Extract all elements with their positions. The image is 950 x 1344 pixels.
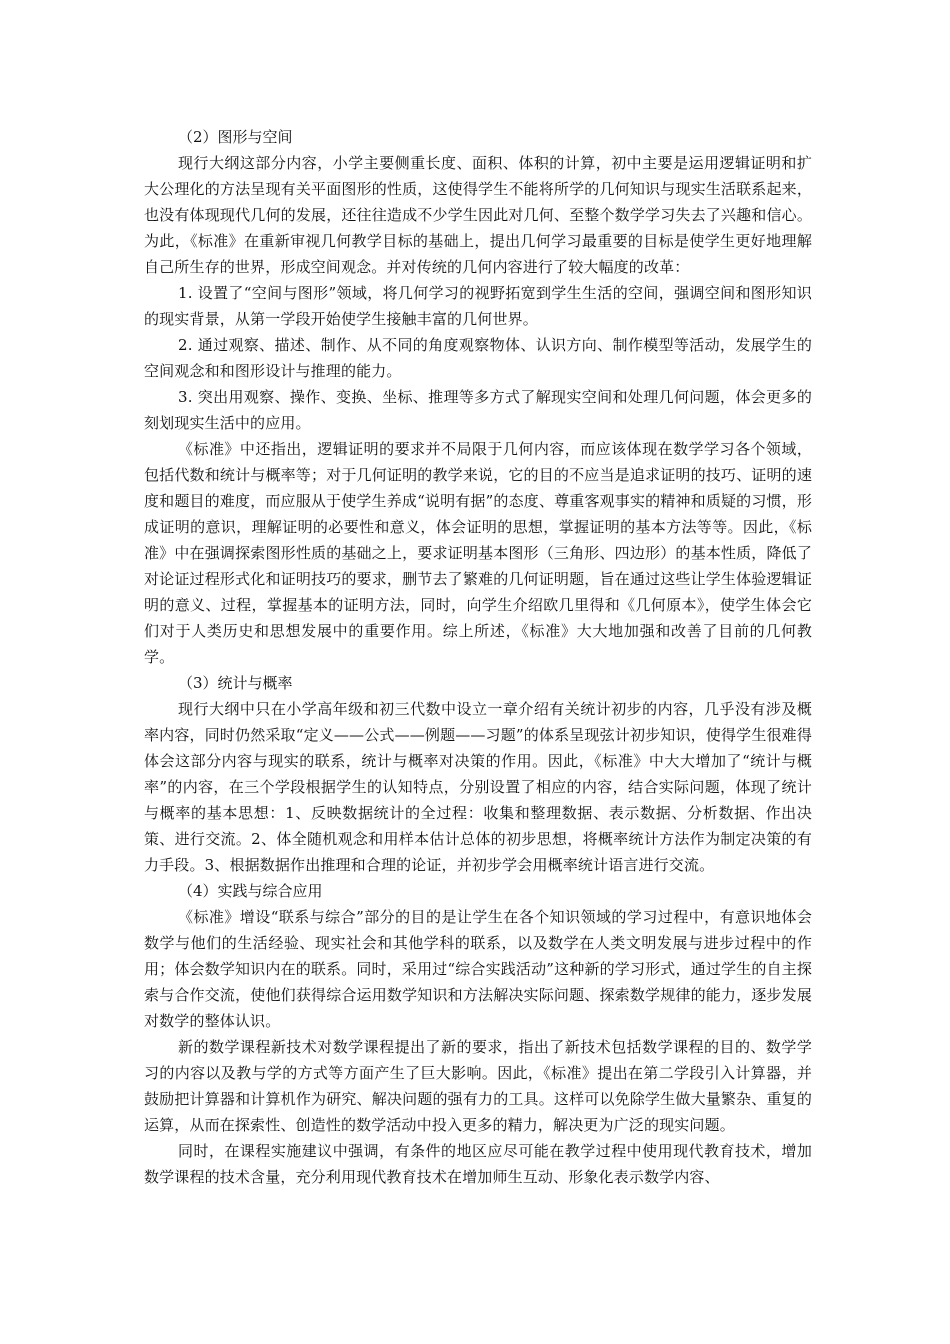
paragraph-current-syllabus-geometry: 现行大纲这部分内容，小学主要侧重长度、面积、体积的计算，初中主要是运用逻辑证明和扩大公理化的方法呈现有关平面图形的性质，这使得学生不能将所学的几何知识与现实生活联系起来，也没有体现现代几何的发展，还往往造成不少学生因此对几何、至整个数学学习失去了兴趣和信心。为此，《标准》在重新审视几何教学目标的基础上，提出几何学习最重要的目标是使学生更好地理解自己所生存的世界，形成空间观念。并对传统的几何内容进行了较大幅度的改革： xyxy=(144,154,812,276)
paragraph-statistics: 现行大纲中只在小学高年级和初三代数中设立一章介绍有关统计初步的内容，几乎没有涉及概率内容，同时仍然采取“定义——公式——例题——习题”的体系呈现弦计初步知识，使得学生很难得体会这部分内容与现实的联系，统计与概率对决策的作用。因此，《标准》中大大增加了“统计与概率”的内容，在三个学段根据学生的认知特点，分别设置了相应的内容，结合实际问题，体现了统计与概率的基本思想：1、反映数据统计的全过程：收集和整理数据、表示数据、分析数据、作出决策、进行交流。2、体全随机观念和用样本估计总体的初步思想，将概率统计方法作为制定决策的有力手段。3、根据数据作出推理和合理的论证，并初步学会用概率统计语言进行交流。 xyxy=(144,700,812,874)
list-item-2: 2. 通过观察、描述、制作、从不同的角度观察物体、认识方向、制作模型等活动，发展学生的空间观念和和图形设计与推理的能力。 xyxy=(144,336,812,380)
list-item-1: 1. 设置了“空间与图形”领域，将几何学习的视野拓宽到学生生活的空间，强调空间和图形知识的现实背景，从第一学段开始使学生接触丰富的几何世界。 xyxy=(144,284,812,328)
section-heading-geometry: （2）图形与空间 xyxy=(178,128,293,146)
paragraph-practice: 《标准》增设“联系与综合”部分的目的是让学生在各个知识领域的学习过程中，有意识地体会数学与他们的生活经验、现实社会和其他学科的联系，以及数学在人类文明发展与进步过程中的作用；体会数学知识内在的联系。同时，采用过“综合实践活动”这种新的学习形式，通过学生的自主探索与合作交流，使他们获得综合运用数学知识和方法解决实际问题、探索数学规律的能力，逐步发展对数学的整体认识。 xyxy=(144,908,812,1030)
paragraph-implementation: 同时，在课程实施建议中强调，有条件的地区应尽可能在教学过程中使用现代教育技术，增加数学课程的技术含量，充分利用现代教育技术在增加师生互动、形象化表示数学内容、 xyxy=(144,1142,812,1186)
paragraph-new-technology: 新的数学课程新技术对数学课程提出了新的要求，指出了新技术包括数学课程的目的、数学学习的内容以及教与学的方式等方面产生了巨大影响。因此，《标准》提出在第二学段引入计算器，并鼓励把计算器和计算机作为研究、解决问题的强有力的工具。这样可以免除学生做大量繁杂、重复的运算，从而在探索性、创造性的数学活动中投入更多的精力，解决更为广泛的现实问题。 xyxy=(144,1038,812,1134)
section-heading-practice: （4）实践与综合应用 xyxy=(178,882,323,900)
section-heading-statistics: （3）统计与概率 xyxy=(178,674,293,692)
document-body xyxy=(144,124,812,1190)
list-item-3: 3. 突出用观察、操作、变换、坐标、推理等多方式了解现实空间和处理几何问题，体会更多的刻划现实生活中的应用。 xyxy=(144,388,812,432)
paragraph-logical-proof: 《标准》中还指出，逻辑证明的要求并不局限于几何内容，而应该体现在数学学习各个领域，包括代数和统计与概率等；对于几何证明的教学来说，它的目的不应当是追求证明的技巧、证明的速度和题目的难度，而应服从于使学生养成“说明有据”的态度、尊重客观事实的精神和质疑的习惯，形成证明的意识，理解证明的必要性和意义，体会证明的思想，掌握证明的基本方法等等。因此，《标准》中在强调探索图形性质的基础之上，要求证明基本图形（三角形、四边形）的基本性质，降低了对论证过程形式化和证明技巧的要求，删节去了繁难的几何证明题，旨在通过这些让学生体验逻辑证明的意义、过程，掌握基本的证明方法，同时，向学生介绍欧几里得和《几何原本》，使学生体会它们对于人类历史和思想发展中的重要作用。综上所述，《标准》大大地加强和改善了目前的几何教学。 xyxy=(144,440,812,666)
